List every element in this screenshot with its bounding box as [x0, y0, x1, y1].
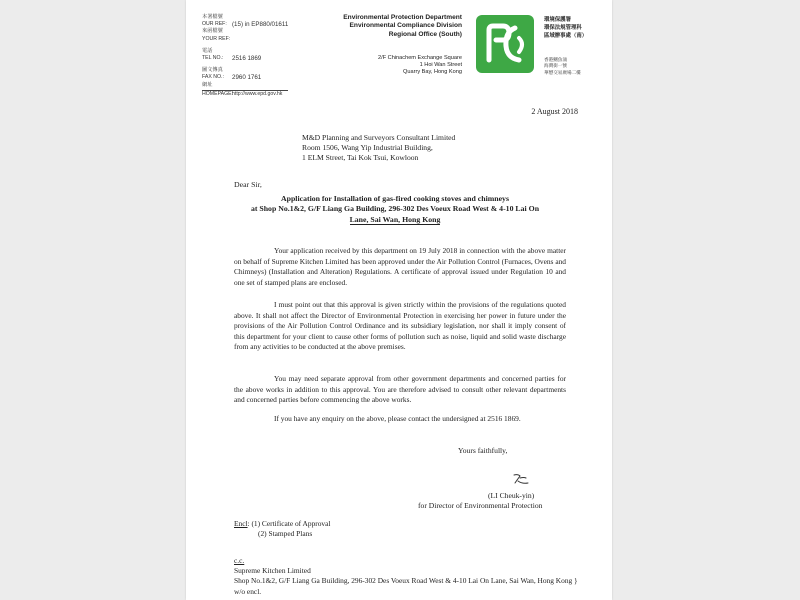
- tel-value: 2516 1869: [232, 55, 262, 63]
- salutation: Dear Sir,: [234, 180, 262, 189]
- cn-address-line: 華懋交易廣場二樓: [544, 70, 581, 76]
- letter-page: [186, 0, 612, 600]
- subject-line: Application for Installation of gas-fired cooking stoves and chimneys: [280, 194, 509, 203]
- body-paragraph: I must point out that this approval is given strictly within the provisions of the regulations quoted above. It shall not affect the Director of Environmental Protection in exercising her power in future under the provisions of the Air Pollution Control Ordinance and its subsidiary legislation, nor shall it imply consent of this department for your client to cause other forms of pollution such as noise, liquid and solid waste discharge from any activities to be conducted at the above premises.: [234, 300, 566, 352]
- department-name: [332, 14, 462, 39]
- body-paragraph: Your application received by this department on 19 July 2018 in connection with the above matter on behalf of Supreme Kitchen Limited has been approved under the Air Pollution Control (Furnaces, Ovens and Chimneys) (Installation and Alteration) Regulations. A certificate of approval issued under Regulation 10 and one set of stamped plans are enclosed.: [234, 246, 566, 287]
- enclosures: [234, 519, 330, 540]
- cn-address-line: 海灣街一號: [544, 64, 567, 70]
- signatory-name: (LI Cheuk-yin): [488, 491, 535, 500]
- fax-value: 2960 1761: [232, 74, 262, 82]
- tel-label-cn: 電話: [202, 47, 213, 54]
- closing: Yours faithfully,: [458, 446, 508, 455]
- cc-address: Shop No.1&2, G/F Liang Ga Building, 296-302 Des Voeux Road West & 4-10 Lai On Lane, Sai Wan, Hong Kong } w/o encl.: [234, 576, 578, 596]
- address-line: Quarry Bay, Hong Kong: [403, 69, 462, 76]
- our-ref-value: (15) in EP880/01611: [232, 21, 289, 29]
- letter-date: 2 August 2018: [531, 107, 578, 116]
- dept-line: Regional Office (South): [388, 30, 462, 38]
- homepage-label: HOMEPAGE:: [202, 90, 234, 97]
- department-name-cn: [544, 16, 587, 40]
- tel-label: TEL NO.:: [202, 55, 224, 62]
- subject-line: at Shop No.1&2, G/F Liang Ga Building, 296-302 Des Voeux Road West & 4-10 Lai On: [250, 204, 540, 214]
- cc-label: c.c.: [234, 556, 245, 565]
- dept-line: Environmental Compliance Division: [349, 22, 462, 30]
- address-line: 2/F Chinachem Exchange Square: [378, 55, 462, 61]
- epd-logo-icon: [475, 14, 535, 74]
- cn-dept-line: 區域辦事處（南）: [544, 33, 588, 39]
- cc-name: Supreme Kitchen Limited: [234, 566, 311, 576]
- office-address-cn: [544, 58, 581, 77]
- your-ref-label-cn: 來函檔號: [202, 28, 223, 35]
- homepage-value[interactable]: http://www.epd.gov.hk: [232, 90, 283, 97]
- cn-address-line: 香港鰂魚涌: [544, 58, 567, 63]
- recipient-address: [302, 133, 455, 164]
- web-label-cn: 網址: [202, 81, 213, 88]
- carbon-copy: [234, 556, 584, 597]
- signature-mark: [508, 471, 536, 489]
- signatory-title: for Director of Environmental Protection: [418, 501, 543, 510]
- body-paragraph: You may need separate approval from other government departments and concerned parties for the above works in addition to this approval. You are therefore advised to consult other relevant departments and concerned parties before commencing the above works.: [234, 374, 566, 405]
- office-address: [346, 55, 462, 77]
- our-ref-label-cn: 本署檔號: [202, 14, 223, 20]
- fax-label-cn: 圖文傳真: [202, 67, 223, 74]
- enclosure-item: : (1) Certificate of Approval: [247, 519, 331, 528]
- subject-line: Lane, Sai Wan, Hong Kong: [349, 214, 441, 224]
- our-ref-label: OUR REF:: [202, 21, 227, 28]
- reference-block: [202, 14, 288, 98]
- recipient-line: Room 1506, Wang Yip Industrial Building,: [302, 143, 433, 153]
- your-ref-label: YOUR REF:: [202, 35, 231, 42]
- recipient-line: M&D Planning and Surveyors Consultant Limited: [302, 133, 456, 142]
- recipient-line: 1 ELM Street, Tai Kok Tsui, Kowloon: [302, 153, 419, 163]
- address-line: 1 Hoi Wan Street: [419, 62, 462, 69]
- cn-dept-line: 環保法規管理科: [544, 25, 582, 31]
- dept-line: Environmental Protection Department: [343, 14, 462, 21]
- subject-heading: [226, 194, 564, 225]
- cn-dept-line: 環境保護署: [544, 17, 571, 23]
- enclosure-item: (2) Stamped Plans: [258, 529, 313, 539]
- enclosure-label: Encl: [234, 519, 248, 528]
- fax-label: FAX NO.:: [202, 74, 224, 81]
- body-paragraph: If you have any enquiry on the above, please contact the undersigned at 2516 1869.: [274, 414, 521, 423]
